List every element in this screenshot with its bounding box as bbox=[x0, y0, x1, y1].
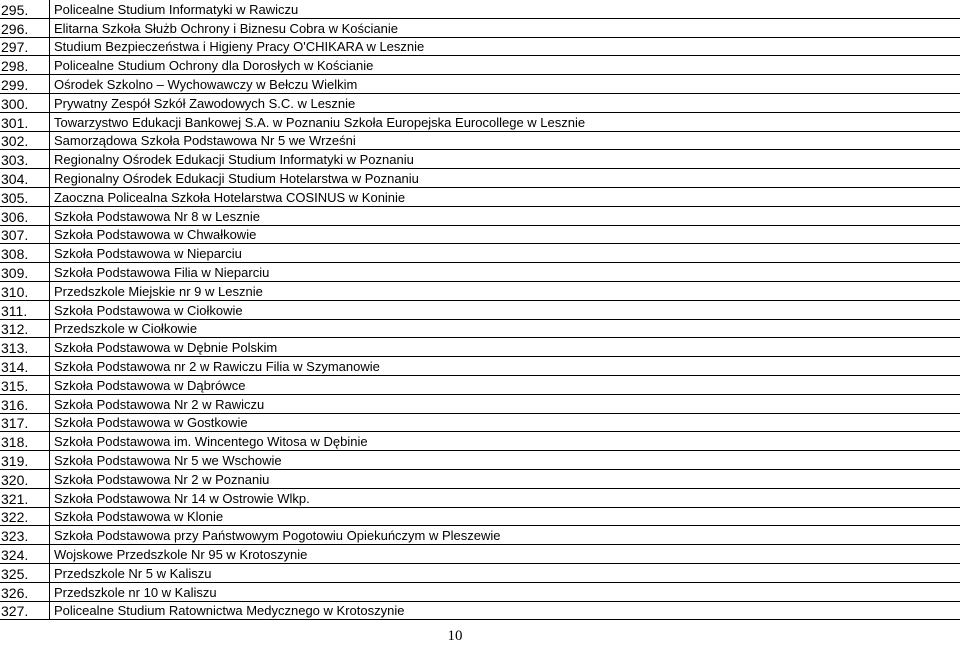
table-row bbox=[0, 263, 960, 282]
row-number: 307. bbox=[0, 225, 50, 244]
table-row bbox=[0, 545, 960, 564]
table-row bbox=[0, 206, 960, 225]
table-row bbox=[0, 375, 960, 394]
institution-name: Elitarna Szkoła Służb Ochrony i Biznesu Cobra w Kościanie bbox=[50, 18, 960, 37]
institution-name: Studium Bezpieczeństwa i Higieny Pracy O'CHIKARA w Lesznie bbox=[50, 37, 960, 56]
row-number: 295. bbox=[0, 0, 50, 18]
institution-name: Wojskowe Przedszkole Nr 95 w Krotoszynie bbox=[50, 545, 960, 564]
institution-name: Szkoła Podstawowa w Gostkowie bbox=[50, 413, 960, 432]
table-row bbox=[0, 563, 960, 582]
table-row bbox=[0, 357, 960, 376]
table-row bbox=[0, 187, 960, 206]
table-row bbox=[0, 488, 960, 507]
row-number: 299. bbox=[0, 75, 50, 94]
table-row bbox=[0, 300, 960, 319]
row-number: 323. bbox=[0, 526, 50, 545]
institution-name: Policealne Studium Ratownictwa Medycznego w Krotoszynie bbox=[50, 601, 960, 620]
row-number: 316. bbox=[0, 394, 50, 413]
table-row bbox=[0, 56, 960, 75]
table-row bbox=[0, 225, 960, 244]
row-number: 303. bbox=[0, 150, 50, 169]
table-row bbox=[0, 582, 960, 601]
row-number: 298. bbox=[0, 56, 50, 75]
table-row bbox=[0, 432, 960, 451]
row-number: 320. bbox=[0, 469, 50, 488]
table-row bbox=[0, 281, 960, 300]
row-number: 296. bbox=[0, 18, 50, 37]
table-row bbox=[0, 150, 960, 169]
institution-name: Szkoła Podstawowa im. Wincentego Witosa w Dębinie bbox=[50, 432, 960, 451]
institution-name: Policealne Studium Informatyki w Rawiczu bbox=[50, 0, 960, 18]
table-row bbox=[0, 394, 960, 413]
institution-name: Regionalny Ośrodek Edukacji Studium Hotelarstwa w Poznaniu bbox=[50, 169, 960, 188]
institution-name: Policealne Studium Ochrony dla Dorosłych w Kościanie bbox=[50, 56, 960, 75]
institution-name: Szkoła Podstawowa Filia w Nieparciu bbox=[50, 263, 960, 282]
institution-name: Szkoła Podstawowa Nr 5 we Wschowie bbox=[50, 451, 960, 470]
table-row bbox=[0, 169, 960, 188]
institution-name: Przedszkole w Ciołkowie bbox=[50, 319, 960, 338]
institution-name: Szkoła Podstawowa przy Państwowym Pogotowiu Opiekuńczym w Pleszewie bbox=[50, 526, 960, 545]
institution-name: Szkoła Podstawowa Nr 8 w Lesznie bbox=[50, 206, 960, 225]
row-number: 324. bbox=[0, 545, 50, 564]
row-number: 297. bbox=[0, 37, 50, 56]
row-number: 326. bbox=[0, 582, 50, 601]
table-row bbox=[0, 131, 960, 150]
institution-name: Szkoła Podstawowa Nr 14 w Ostrowie Wlkp. bbox=[50, 488, 960, 507]
institution-name: Szkoła Podstawowa w Dębnie Polskim bbox=[50, 338, 960, 357]
institution-name: Przedszkole nr 10 w Kaliszu bbox=[50, 582, 960, 601]
institution-name: Szkoła Podstawowa w Chwałkowie bbox=[50, 225, 960, 244]
institution-name: Regionalny Ośrodek Edukacji Studium Informatyki w Poznaniu bbox=[50, 150, 960, 169]
institution-name: Przedszkole Nr 5 w Kaliszu bbox=[50, 563, 960, 582]
table-row bbox=[0, 601, 960, 620]
institution-name: Prywatny Zespół Szkół Zawodowych S.C. w Lesznie bbox=[50, 93, 960, 112]
row-number: 308. bbox=[0, 244, 50, 263]
institution-name: Samorządowa Szkoła Podstawowa Nr 5 we Wrześni bbox=[50, 131, 960, 150]
table-row bbox=[0, 338, 960, 357]
row-number: 306. bbox=[0, 206, 50, 225]
table-row bbox=[0, 469, 960, 488]
row-number: 315. bbox=[0, 375, 50, 394]
row-number: 312. bbox=[0, 319, 50, 338]
row-number: 317. bbox=[0, 413, 50, 432]
institution-name: Szkoła Podstawowa w Dąbrówce bbox=[50, 375, 960, 394]
table-row bbox=[0, 18, 960, 37]
table-row bbox=[0, 319, 960, 338]
row-number: 311. bbox=[0, 300, 50, 319]
institution-name: Szkoła Podstawowa Nr 2 w Poznaniu bbox=[50, 469, 960, 488]
row-number: 318. bbox=[0, 432, 50, 451]
institution-name: Zaoczna Policealna Szkoła Hotelarstwa COSINUS w Koninie bbox=[50, 187, 960, 206]
institution-name: Przedszkole Miejskie nr 9 w Lesznie bbox=[50, 281, 960, 300]
row-number: 310. bbox=[0, 281, 50, 300]
row-number: 314. bbox=[0, 357, 50, 376]
institution-name: Ośrodek Szkolno – Wychowawczy w Bełczu Wielkim bbox=[50, 75, 960, 94]
institution-name: Szkoła Podstawowa nr 2 w Rawiczu Filia w Szymanowie bbox=[50, 357, 960, 376]
row-number: 300. bbox=[0, 93, 50, 112]
row-number: 321. bbox=[0, 488, 50, 507]
row-number: 313. bbox=[0, 338, 50, 357]
row-number: 309. bbox=[0, 263, 50, 282]
table-row bbox=[0, 112, 960, 131]
table-row bbox=[0, 37, 960, 56]
row-number: 304. bbox=[0, 169, 50, 188]
row-number: 305. bbox=[0, 187, 50, 206]
row-number: 302. bbox=[0, 131, 50, 150]
institution-name: Szkoła Podstawowa w Klonie bbox=[50, 507, 960, 526]
institution-name: Szkoła Podstawowa Nr 2 w Rawiczu bbox=[50, 394, 960, 413]
institution-name: Szkoła Podstawowa w Nieparciu bbox=[50, 244, 960, 263]
table-row bbox=[0, 0, 960, 18]
table-row bbox=[0, 451, 960, 470]
table-row bbox=[0, 93, 960, 112]
row-number: 322. bbox=[0, 507, 50, 526]
table-row bbox=[0, 413, 960, 432]
institution-name: Towarzystwo Edukacji Bankowej S.A. w Poznaniu Szkoła Europejska Eurocollege w Lesznie bbox=[50, 112, 960, 131]
table-row bbox=[0, 75, 960, 94]
page-number: 10 bbox=[447, 628, 463, 644]
table-row bbox=[0, 526, 960, 545]
table-row bbox=[0, 507, 960, 526]
row-number: 325. bbox=[0, 563, 50, 582]
institution-name: Szkoła Podstawowa w Ciołkowie bbox=[50, 300, 960, 319]
row-number: 327. bbox=[0, 601, 50, 620]
row-number: 301. bbox=[0, 112, 50, 131]
table-row bbox=[0, 244, 960, 263]
row-number: 319. bbox=[0, 451, 50, 470]
